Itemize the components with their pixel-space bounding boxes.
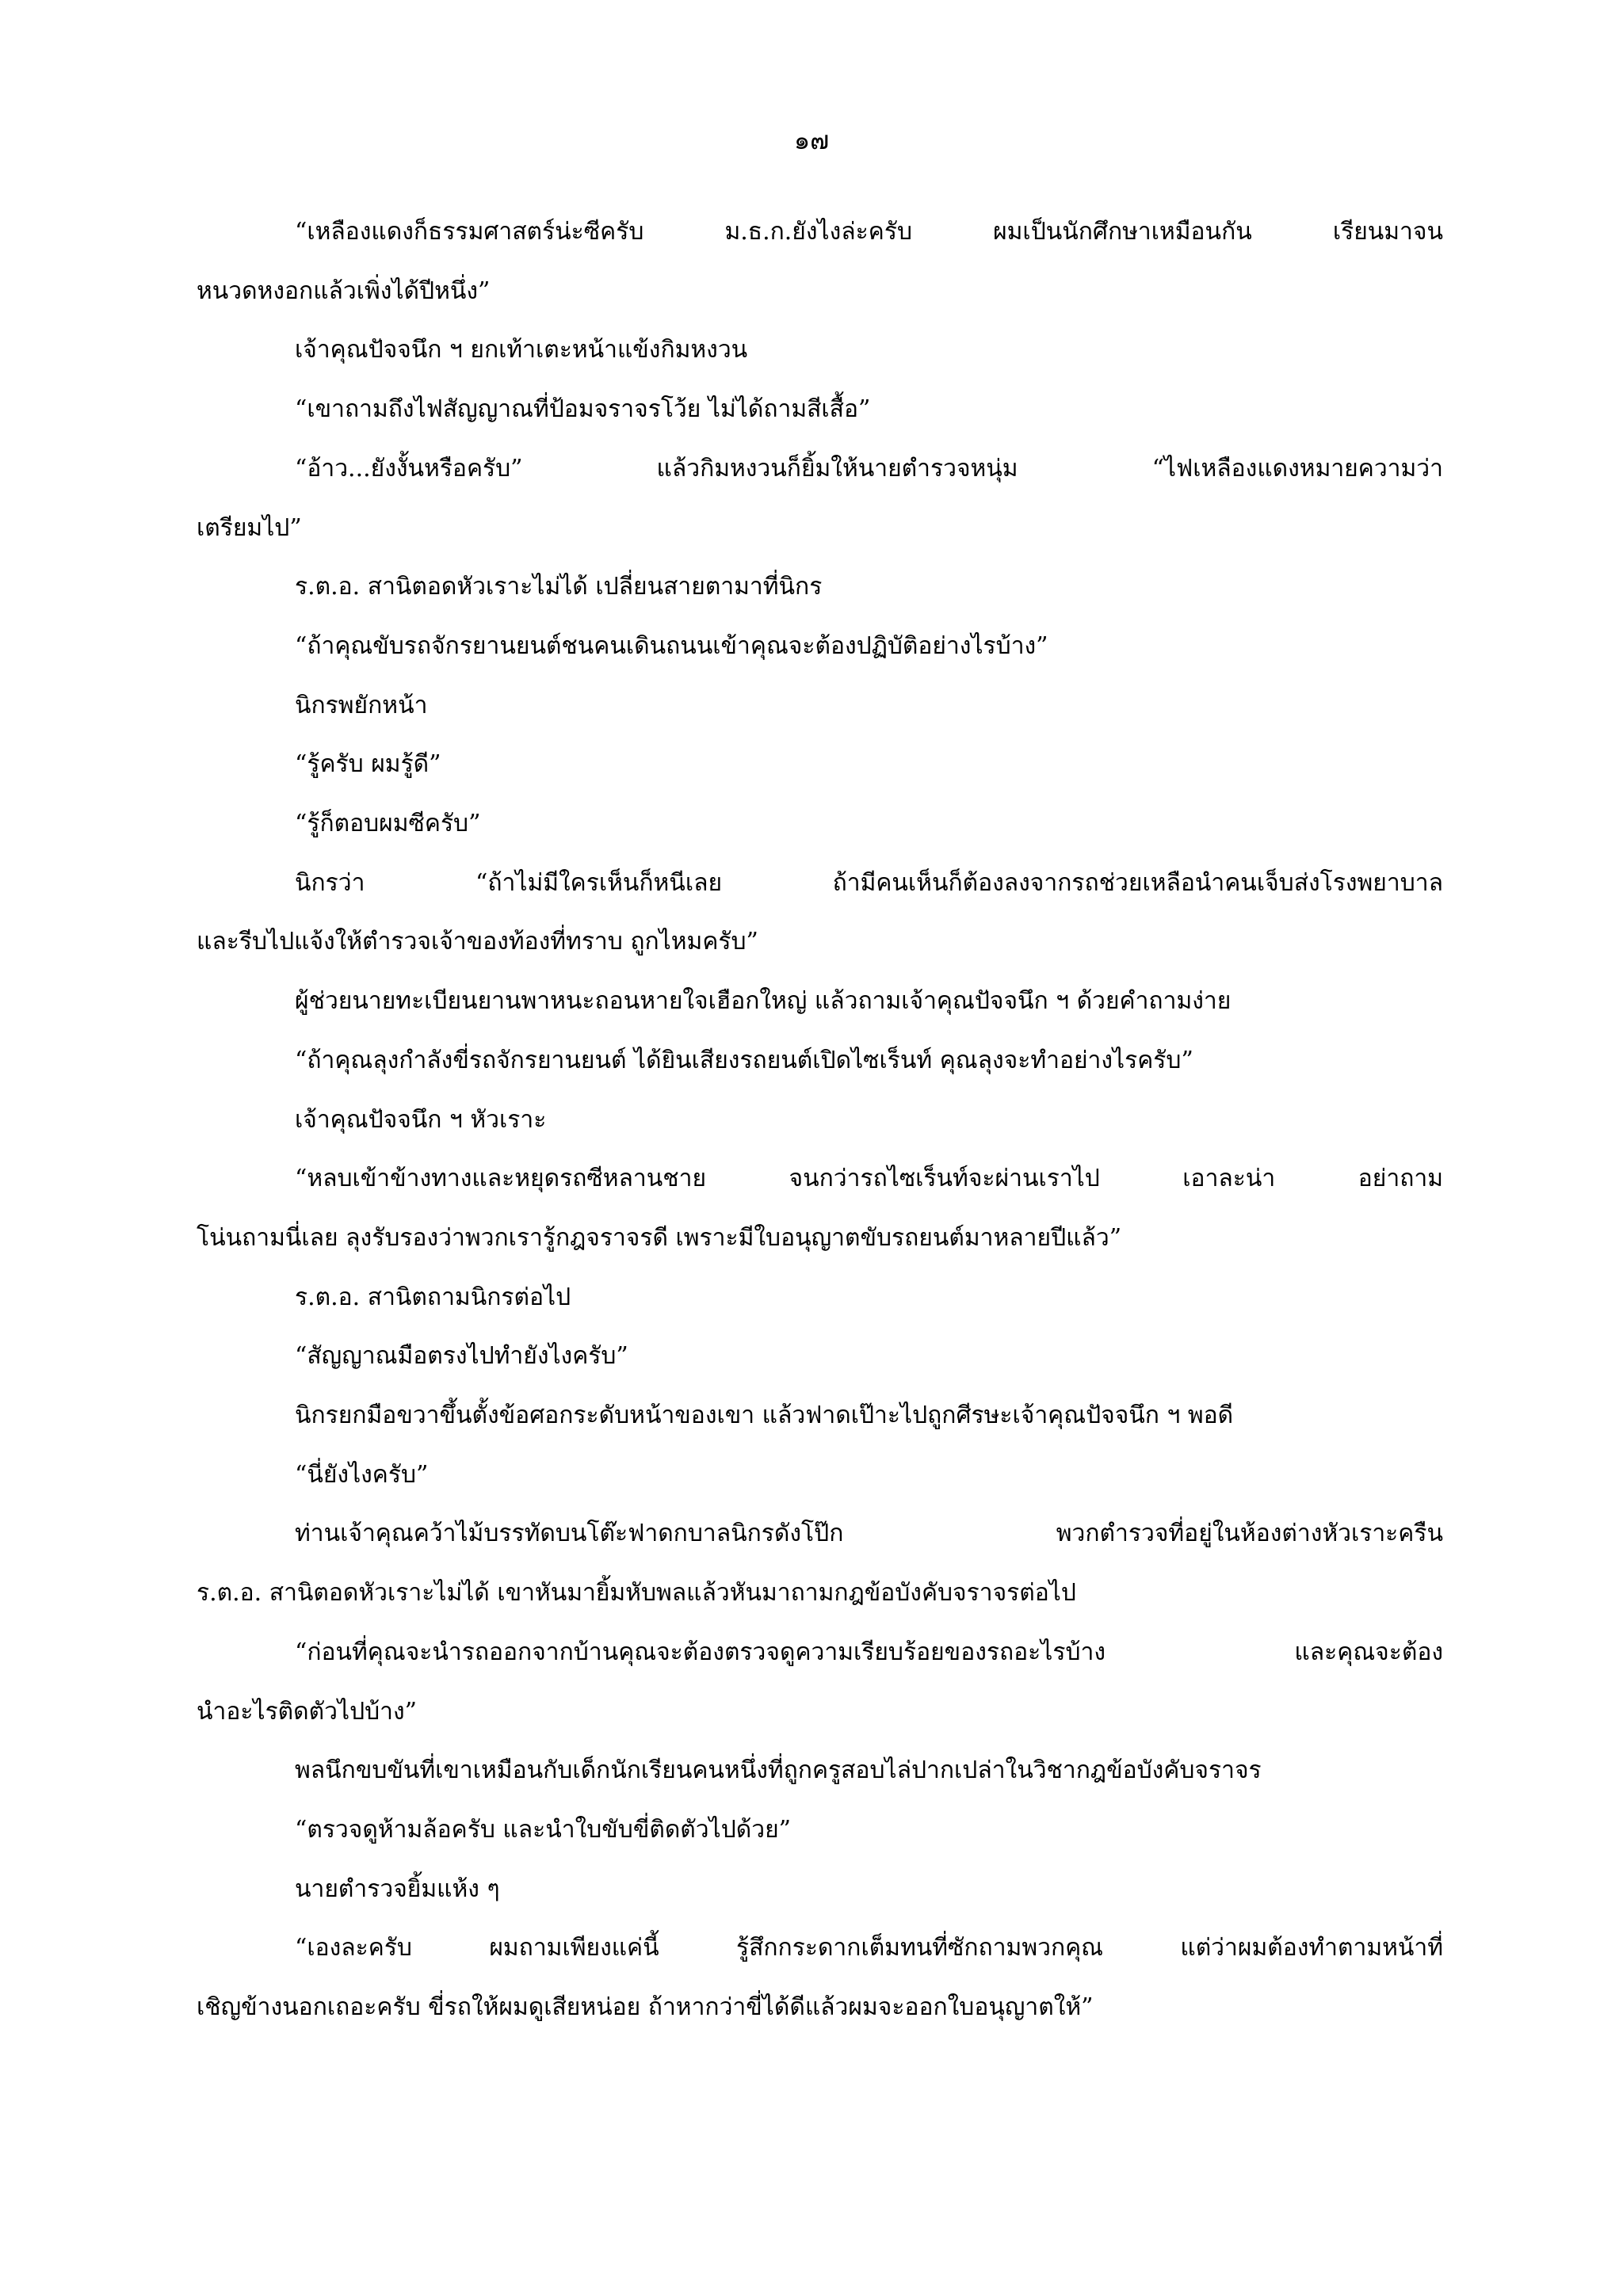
- text-line: ท่านเจ้าคุณคว้าไม้บรรทัดบนโต๊ะฟาดกบาลนิกรดังโป๊ก พวกตำรวจที่อยู่ในห้องต่างหัวเราะครืน: [295, 1520, 1443, 1548]
- text-line: ร.ต.อ. สานิตอดหัวเราะไม่ได้ เขาหันมายิ้มหับพลแล้วหันมาถามกฎข้อบังคับจราจรต่อไป: [197, 1579, 1076, 1608]
- text-line: และรีบไปแจ้งให้ตำรวจเจ้าของท้องที่ทราบ ถูกไหมครับ”: [197, 928, 758, 956]
- text-line: “หลบเข้าข้างทางและหยุดรถซีหลานชาย จนกว่ารถไซเร็นท์จะผ่านเราไป เอาละน่า อย่าถาม: [295, 1165, 1443, 1193]
- text-line: โน่นถามนี่เลย ลุงรับรองว่าพวกเรารู้กฎจราจรดี เพราะมีใบอนุญาตขับรถยนต์มาหลายปีแล้ว”: [197, 1223, 1122, 1252]
- text-line: ร.ต.อ. สานิตอดหัวเราะไม่ได้ เปลี่ยนสายตามาที่นิกร: [295, 573, 823, 601]
- text-line: นิกรยกมือขวาขึ้นตั้งข้อศอกระดับหน้าของเขา แล้วฟาดเป๊าะไปถูกศีรษะเจ้าคุณปัจจนึก ฯ พอดี: [295, 1402, 1234, 1429]
- text-line: “ถ้าคุณขับรถจักรยานยนต์ชนคนเดินถนนเข้าคุณจะต้องปฏิบัติอย่างไรบ้าง”: [295, 631, 1048, 660]
- text-line: เจ้าคุณปัจจนึก ฯ ยกเท้าเตะหน้าแข้งกิมหงวน: [295, 336, 748, 364]
- text-line: นิกรว่า “ถ้าไม่มีใครเห็นก็หนีเลย ถ้ามีคนเห็นก็ต้องลงจากรถช่วยเหลือนำคนเจ็บส่งโรงพยาบาล: [295, 868, 1443, 897]
- text-line: “ตรวจดูห้ามล้อครับ และนำใบขับขี่ติดตัวไปด้วย”: [295, 1815, 792, 1844]
- text-line: ร.ต.อ. สานิตถามนิกรต่อไป: [295, 1283, 571, 1311]
- text-line: “ถ้าคุณลุงกำลังขี่รถจักรยานยนต์ ได้ยินเสียงรถยนต์เปิดไซเร็นท์ คุณลุงจะทำอย่างไรครับ”: [295, 1046, 1193, 1074]
- text-line: “ก่อนที่คุณจะนำรถออกจากบ้านคุณจะต้องตรวจดูความเรียบร้อยของรถอะไรบ้าง และคุณจะต้อง: [295, 1638, 1443, 1666]
- text-line: “เหลืองแดงก็ธรรมศาสตร์น่ะซีครับ ม.ธ.ก.ยังไงล่ะครับ ผมเป็นนักศึกษาเหมือนกัน เรียนมาจน: [295, 218, 1443, 246]
- text-line: เจ้าคุณปัจจนึก ฯ หัวเราะ: [295, 1105, 547, 1134]
- text-line: “อ้าว...ยังงั้นหรือครับ” แล้วกิมหงวนก็ยิ้มให้นายตำรวจหนุ่ม “ไฟเหลืองแดงหมายความว่า: [295, 454, 1443, 482]
- text-line: “เองละครับ ผมถามเพียงแค่นี้ รู้สึกกระดากเต็มทนที่ซักถามพวกคุณ แต่ว่าผมต้องทำตามหน้าที่: [295, 1934, 1443, 1962]
- text-line: ผู้ช่วยนายทะเบียนยานพาหนะถอนหายใจเฮือกใหญ่ แล้วถามเจ้าคุณปัจจนึก ฯ ด้วยคำถามง่าย: [295, 987, 1232, 1016]
- text-line: เชิญข้างนอกเถอะครับ ขี่รถให้ผมดูเสียหน่อย ถ้าหากว่าขี่ได้ดีแล้วผมจะออกใบอนุญาตให้”: [197, 1993, 1094, 2021]
- page-number: ๑๗: [793, 125, 830, 155]
- text-line: นายตำรวจยิ้มแห้ง ๆ: [295, 1875, 500, 1903]
- text-line: “รู้ก็ตอบผมซีครับ”: [295, 810, 481, 837]
- text-line: “สัญญาณมือตรงไปทำยังไงครับ”: [295, 1342, 628, 1371]
- text-line: “รู้ครับ ผมรู้ดี”: [295, 750, 441, 779]
- text-line: พลนึกขบขันที่เขาเหมือนกับเด็กนักเรียนคนหนึ่งที่ถูกครูสอบไล่ปากเปล่าในวิชากฎข้อบังคับจราจร: [295, 1756, 1262, 1785]
- text-line: เตรียมไป”: [197, 513, 302, 542]
- text-line: นิกรพยักหน้า: [295, 691, 428, 719]
- text-line: “นี่ยังไงครับ”: [295, 1460, 429, 1489]
- text-line: “เขาถามถึงไฟสัญญาณที่ป้อมจราจรโว้ย ไม่ได้ถามสีเสื้อ”: [295, 395, 871, 424]
- text-line: นำอะไรติดตัวไปบ้าง”: [197, 1697, 417, 1726]
- text-line: หนวดหงอกแล้วเพิ่งได้ปีหนึ่ง”: [197, 277, 491, 305]
